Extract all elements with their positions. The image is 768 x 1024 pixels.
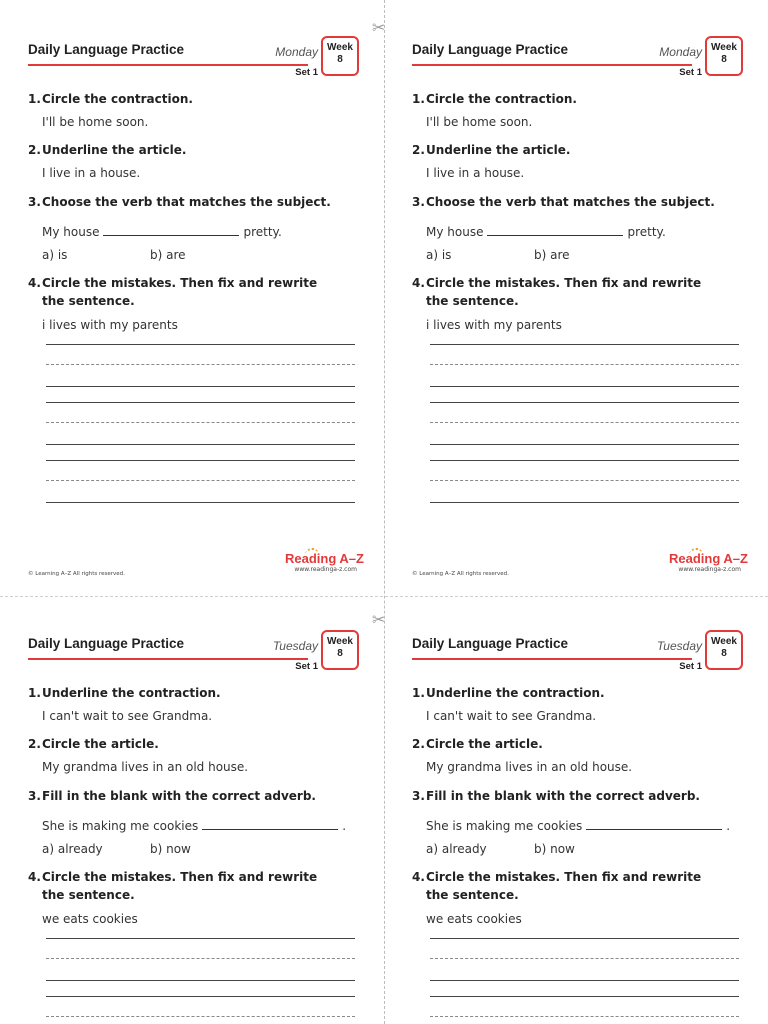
sun-icon — [689, 548, 703, 556]
set-label: Set 1 — [295, 661, 318, 672]
writing-guide-line — [46, 480, 355, 481]
writing-line[interactable] — [430, 938, 739, 939]
question-4: 4.Circle the mistakes. Then fix and rewrite — [28, 870, 318, 884]
question-3-sentence: She is making me cookies . — [426, 819, 731, 833]
question-1: 1.Underline the contraction. — [412, 686, 605, 700]
question-4: 4.Circle the mistakes. Then fix and rewrite — [28, 276, 318, 290]
option-b[interactable]: b) now — [150, 842, 191, 856]
writing-line[interactable] — [46, 502, 355, 503]
question-4-sentence: i lives with my parents — [42, 318, 178, 332]
writing-line[interactable] — [430, 386, 739, 387]
writing-line[interactable] — [430, 980, 739, 981]
option-a[interactable]: a) is — [42, 248, 68, 262]
writing-line[interactable] — [46, 402, 355, 403]
week-label: Week — [711, 42, 737, 53]
question-1-sentence: I can't wait to see Grandma. — [426, 709, 597, 723]
week-number: 8 — [337, 648, 343, 659]
writing-line[interactable] — [46, 344, 355, 345]
writing-line[interactable] — [430, 460, 739, 461]
set-label: Set 1 — [679, 67, 702, 78]
writing-guide-line — [430, 364, 739, 365]
week-number: 8 — [721, 54, 727, 65]
question-4: 4.Circle the mistakes. Then fix and rewrite — [412, 870, 702, 884]
worksheet-card-monday-left — [28, 42, 364, 582]
writing-guide-line — [46, 1016, 355, 1017]
writing-guide-line — [430, 480, 739, 481]
writing-line[interactable] — [46, 386, 355, 387]
header-rule — [412, 64, 692, 66]
writing-guide-line — [430, 1016, 739, 1017]
writing-guide-line — [46, 422, 355, 423]
question-4-prompt-cont: the sentence. — [426, 294, 519, 308]
worksheet-card-tuesday-right — [412, 636, 742, 1024]
answer-blank[interactable] — [586, 819, 722, 830]
week-label: Week — [327, 636, 353, 647]
week-badge — [705, 630, 743, 670]
writing-line[interactable] — [46, 938, 355, 939]
card-title: Daily Language Practice — [412, 42, 569, 57]
option-a[interactable]: a) is — [426, 248, 452, 262]
writing-line[interactable] — [430, 996, 739, 997]
question-4: 4.Circle the mistakes. Then fix and rewrite — [412, 276, 702, 290]
question-1-sentence: I'll be home soon. — [426, 115, 533, 129]
writing-line[interactable] — [430, 344, 739, 345]
set-label: Set 1 — [295, 67, 318, 78]
writing-line[interactable] — [46, 460, 355, 461]
header-rule — [28, 64, 308, 66]
question-3-sentence: My house pretty. — [426, 225, 666, 239]
writing-line[interactable] — [46, 996, 355, 997]
day-label: Tuesday — [272, 639, 318, 653]
worksheet-card-monday-right — [412, 42, 748, 582]
question-2-sentence: I live in a house. — [42, 166, 141, 180]
question-4-sentence: we eats cookies — [42, 912, 138, 926]
question-2: 2.Underline the article. — [28, 143, 187, 157]
week-badge — [705, 36, 743, 76]
writing-line[interactable] — [46, 444, 355, 445]
option-b[interactable]: b) are — [534, 248, 570, 262]
question-2-sentence: I live in a house. — [426, 166, 525, 180]
reading-az-logo: Reading A–Z www.readinga-z.com — [669, 552, 741, 574]
writing-guide-line — [46, 364, 355, 365]
sun-icon — [305, 548, 319, 556]
scissors-icon: ✂ — [372, 18, 386, 37]
week-number: 8 — [721, 648, 727, 659]
option-a[interactable]: a) already — [42, 842, 103, 856]
question-2-sentence: My grandma lives in an old house. — [426, 760, 633, 774]
horizontal-cut-line — [0, 596, 768, 597]
week-badge — [321, 36, 359, 76]
question-3: 3.Fill in the blank with the correct adverb. — [412, 789, 700, 803]
week-label: Week — [711, 636, 737, 647]
logo-url: www.readinga-z.com — [678, 566, 741, 573]
writing-line[interactable] — [430, 402, 739, 403]
writing-line[interactable] — [430, 444, 739, 445]
scissors-icon: ✂ — [372, 610, 386, 629]
vertical-cut-line — [384, 0, 385, 1024]
header-rule — [412, 658, 692, 660]
question-2-sentence: My grandma lives in an old house. — [42, 760, 249, 774]
week-number: 8 — [337, 54, 343, 65]
copyright-text: © Learning A–Z All rights reserved. — [28, 571, 125, 577]
day-label: Tuesday — [656, 639, 702, 653]
question-1-sentence: I can't wait to see Grandma. — [42, 709, 213, 723]
question-3-sentence: She is making me cookies . — [42, 819, 347, 833]
question-1: 1.Underline the contraction. — [28, 686, 221, 700]
reading-az-logo: Reading A–Z www.readinga-z.com — [285, 552, 357, 574]
week-badge — [321, 630, 359, 670]
writing-line[interactable] — [430, 502, 739, 503]
writing-guide-line — [46, 958, 355, 959]
question-1: 1.Circle the contraction. — [28, 92, 193, 106]
question-2: 2.Circle the article. — [412, 737, 543, 751]
question-3: 3.Choose the verb that matches the subject. — [412, 195, 715, 209]
question-3-sentence: My house pretty. — [42, 225, 282, 239]
option-a[interactable]: a) already — [426, 842, 487, 856]
option-b[interactable]: b) are — [150, 248, 186, 262]
question-4-sentence: we eats cookies — [426, 912, 522, 926]
writing-guide-line — [430, 958, 739, 959]
question-4-prompt-cont: the sentence. — [426, 888, 519, 902]
header-rule — [28, 658, 308, 660]
question-1-sentence: I'll be home soon. — [42, 115, 149, 129]
question-2: 2.Circle the article. — [28, 737, 159, 751]
card-title: Daily Language Practice — [28, 636, 185, 651]
week-label: Week — [327, 42, 353, 53]
question-4-prompt-cont: the sentence. — [42, 888, 135, 902]
question-3: 3.Fill in the blank with the correct adverb. — [28, 789, 316, 803]
card-title: Daily Language Practice — [412, 636, 569, 651]
answer-blank[interactable] — [202, 819, 338, 830]
writing-line[interactable] — [46, 980, 355, 981]
logo-url: www.readinga-z.com — [294, 566, 357, 573]
question-4-sentence: i lives with my parents — [426, 318, 562, 332]
day-label: Monday — [275, 45, 318, 59]
question-3: 3.Choose the verb that matches the subject. — [28, 195, 331, 209]
set-label: Set 1 — [679, 661, 702, 672]
option-b[interactable]: b) now — [534, 842, 575, 856]
answer-blank[interactable] — [103, 225, 239, 236]
writing-guide-line — [430, 422, 739, 423]
question-2: 2.Underline the article. — [412, 143, 571, 157]
question-4-prompt-cont: the sentence. — [42, 294, 135, 308]
day-label: Monday — [659, 45, 702, 59]
worksheet-card-tuesday-left — [28, 636, 358, 1024]
answer-blank[interactable] — [487, 225, 623, 236]
copyright-text: © Learning A–Z All rights reserved. — [412, 571, 509, 577]
card-title: Daily Language Practice — [28, 42, 185, 57]
question-1: 1.Circle the contraction. — [412, 92, 577, 106]
